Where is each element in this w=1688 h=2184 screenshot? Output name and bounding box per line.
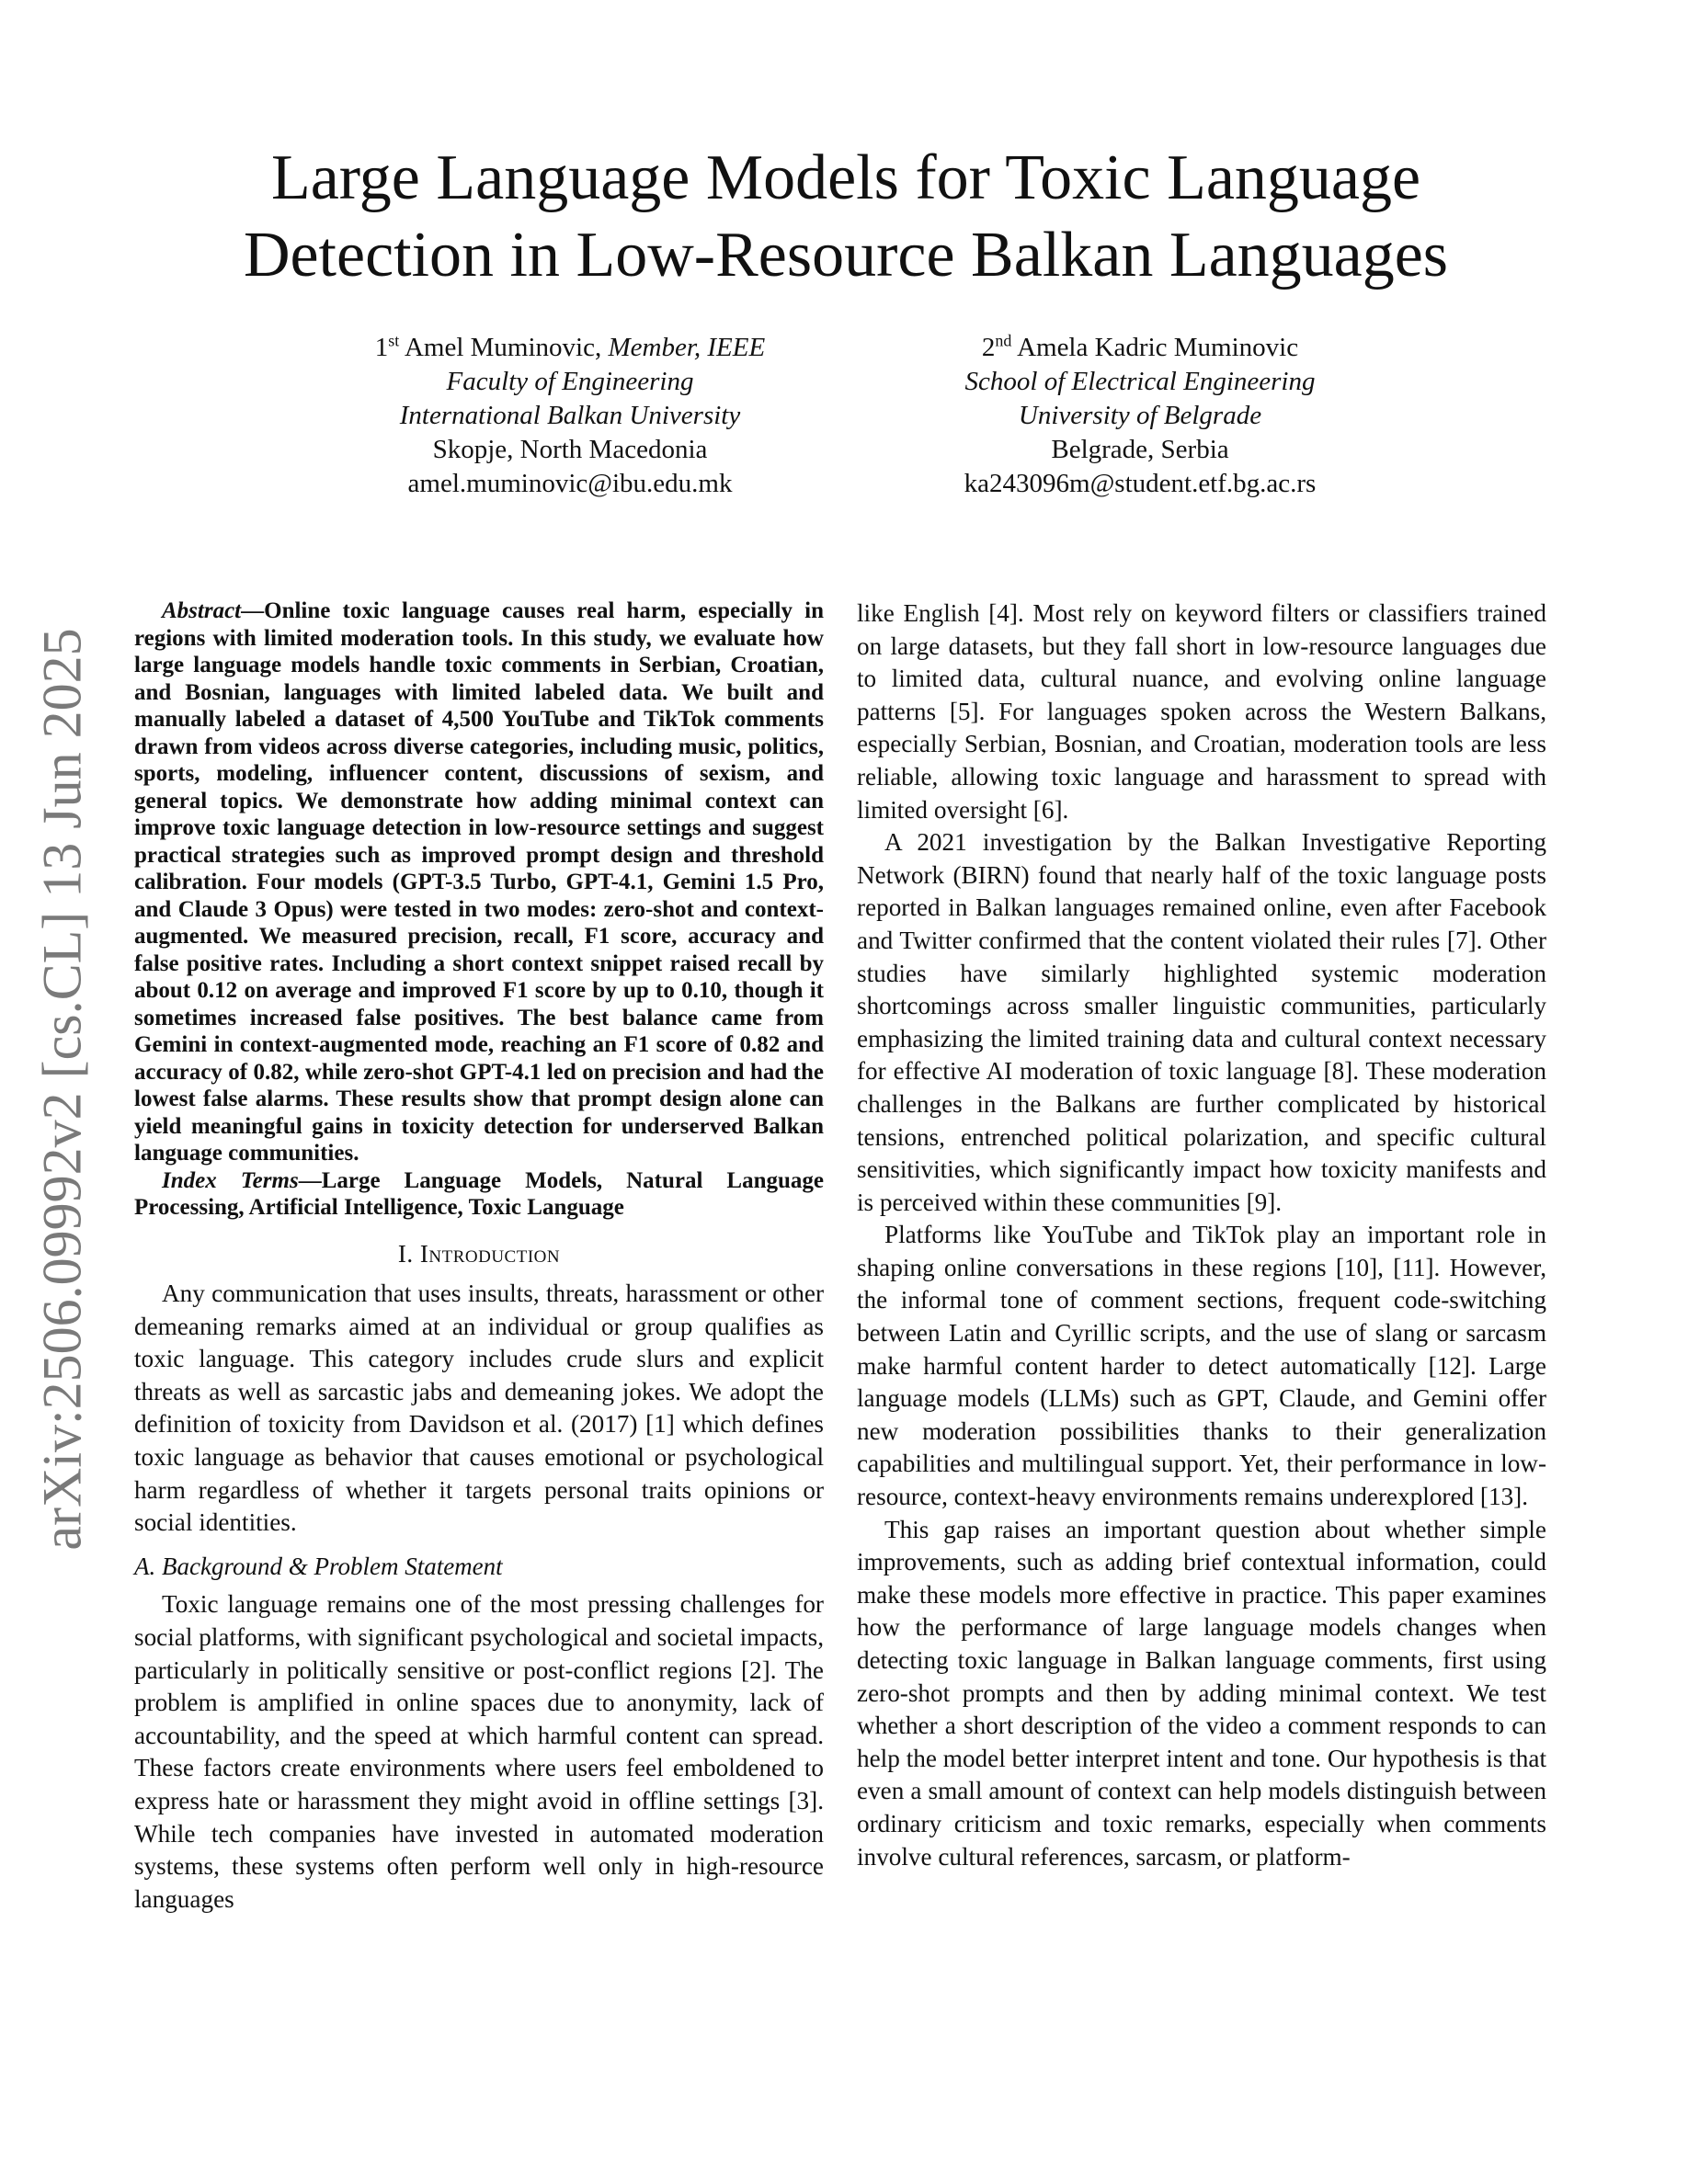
title-line-1: Large Language Models for Toxic Language xyxy=(270,142,1421,213)
author-department: Faculty of Engineering xyxy=(446,367,694,396)
author-location: Belgrade, Serbia xyxy=(1051,435,1229,464)
arxiv-sidebar xyxy=(26,607,99,1572)
author-organization: University of Belgrade xyxy=(1018,401,1262,430)
author-ordinal: 1 xyxy=(374,333,389,362)
right-paragraph-continued: like English [4]. Most rely on keyword filters or classifiers trained on large datasets, but they fall short in low-resource languages due to limited data, cultural nuance, and evolving online language patterns [5]. For languages spoken across the Western Balkans, especially Serbian, Bosnian, and Croatian, moderation tools are less reliable, allowing toxic language and harassment to spread with limited oversight [6]. xyxy=(857,599,1546,824)
abstract-label: Abstract xyxy=(162,598,242,623)
title-line-2: Detection in Low-Resource Balkan Languages xyxy=(243,220,1449,290)
index-terms-label: Index Terms xyxy=(162,1167,299,1193)
author-block-1 xyxy=(276,331,864,501)
right-paragraph-birn: A 2021 investigation by the Balkan Investigative Reporting Network (BIRN) found that nearly half of the toxic language posts reported in Balkan languages remained online, even after Facebook and Twitter confirmed that the content violated their rules [7]. Other studies have similarly highlighted systemic moderation shortcomings across smaller linguistic communities, particularly emphasizing the limited training data and cultural context necessary for effective AI moderation of toxic language [8]. These moderation challenges in the Balkans are further complicated by historical tensions, entrenched political polarization, and specific cultural sensitivities, which significantly impact how toxicity manifests and is perceived within these communities [9]. xyxy=(857,828,1546,1216)
right-paragraph-platforms: Platforms like YouTube and TikTok play an important role in shaping online conversations in these regions [10], [11]. However, the informal tone of comment sections, frequent code-switching between Latin and Cyrillic scripts, and the use of slang or sarcasm make harmful content harder to detect automatically [12]. Large language models (LLMs) such as GPT, Claude, and Gemini offer new moderation possibilities thanks to their generalization capabilities and multilingual support. Yet, their performance in low-resource, context-heavy environments remains underexplored [13]. xyxy=(857,1221,1546,1511)
intro-paragraph-1: Any communication that uses insults, threats, harassment or other demeaning remarks aimed at an individual or group qualifies as toxic language. This category includes crude slurs and explicit threats as well as sarcastic jabs and demeaning jokes. We adopt the definition of toxicity from Davidson et al. (2017) [1] which defines toxic language as behavior that causes emotional or psychological harm regardless of whether it targets personal traits opinions or social identities. xyxy=(134,1280,824,1537)
author-email[interactable]: ka243096m@student.etf.bg.ac.rs xyxy=(964,469,1317,498)
section-number: I. xyxy=(397,1239,420,1268)
author-department: School of Electrical Engineering xyxy=(964,367,1316,396)
author-ordinal-suffix: st xyxy=(388,331,400,350)
right-paragraph-gap: This gap raises an important question about whether simple improvements, such as adding brief contextual information, could make these models more effective in practice. This paper examines how the performance of large language models changes when detecting toxic language in Balkan language comments, first using zero-shot prompts and then by adding minimal context. We test whether a short description of the video a comment responds to can help the model better interpret intent and tone. Our hypothesis is that even a small amount of context can help models distinguish between ordinary criticism and toxic remarks, especially when comments involve cultural references, sarcasm, or platform- xyxy=(857,1515,1546,1871)
author-name: Amela Kadric Muminovic xyxy=(1017,333,1299,362)
index-terms xyxy=(134,1167,824,1222)
section-heading-introduction xyxy=(134,1238,824,1271)
author-organization: International Balkan University xyxy=(399,401,741,430)
index-terms-text: —Large Language Models, Natural Language Processing, Artificial Intelligence, Toxic Language xyxy=(134,1167,824,1220)
author-ordinal-suffix: nd xyxy=(995,331,1012,350)
author-name: Amel Muminovic, xyxy=(404,333,602,362)
section-title: Introduction xyxy=(419,1239,561,1268)
author-email[interactable]: amel.muminovic@ibu.edu.mk xyxy=(407,469,733,498)
author-block-2 xyxy=(846,331,1434,501)
paper-title xyxy=(129,140,1563,294)
background-paragraph-1: Toxic language remains one of the most pressing challenges for social platforms, with significant psychological and societal impacts, particularly in politically sensitive or post-conflict regions [2]. The problem is amplified in online spaces due to anonymity, lack of accountability, and the speed at which harmful content can spread. These factors create environments where users feel emboldened to express hate or harassment they might avoid in offline settings [3]. While tech companies have invested in automated moderation systems, these systems often perform well only in high-resource languages xyxy=(134,1590,824,1913)
right-column xyxy=(857,597,1546,1873)
author-name-line xyxy=(846,331,1434,365)
author-location: Skopje, North Macedonia xyxy=(432,435,708,464)
author-name-line xyxy=(276,331,864,365)
subsection-heading-background: A. Background & Problem Statement xyxy=(134,1552,503,1580)
abstract xyxy=(134,597,824,1167)
abstract-text: —Online toxic language causes real harm, especially in regions with limited moderation tools. In this study, we evaluate how large language models handle toxic comments in Serbian, Croatian, and Bosnian, languages with limited labeled data. We built and manually labeled a dataset of 4,500 YouTube and TikTok comments drawn from videos across diverse categories, including music, politics, sports, modeling, influencer content, discussions of sexism, and general topics. We demonstrate how adding minimal context can improve toxic language detection in low-resource settings and suggest practical strategies such as improved prompt design and threshold calibration. Four models (GPT-3.5 Turbo, GPT-4.1, Gemini 1.5 Pro, and Claude 3 Opus) were tested in two modes: zero-shot and context-augmented. We measured precision, recall, F1 score, accuracy and false positive rates. Including a short context snippet raised recall by about 0.12 on average and improved F1 score by up to 0.10, though it sometimes increased false positives. The best balance came from Gemini in context-augmented mode, reaching an F1 score of 0.82 and accuracy of 0.82, while zero-shot GPT-4.1 led on precision and had the lowest false alarms. These results show that prompt design alone can yield meaningful gains in toxicity detection for underserved Balkan language communities. xyxy=(134,598,824,1166)
author-ordinal: 2 xyxy=(981,333,996,362)
arxiv-identifier: arXiv:2506.09992v2 [cs.CL] 13 Jun 2025 xyxy=(31,628,93,1551)
left-column xyxy=(134,597,824,1916)
author-membership: Member, IEEE xyxy=(608,333,766,362)
